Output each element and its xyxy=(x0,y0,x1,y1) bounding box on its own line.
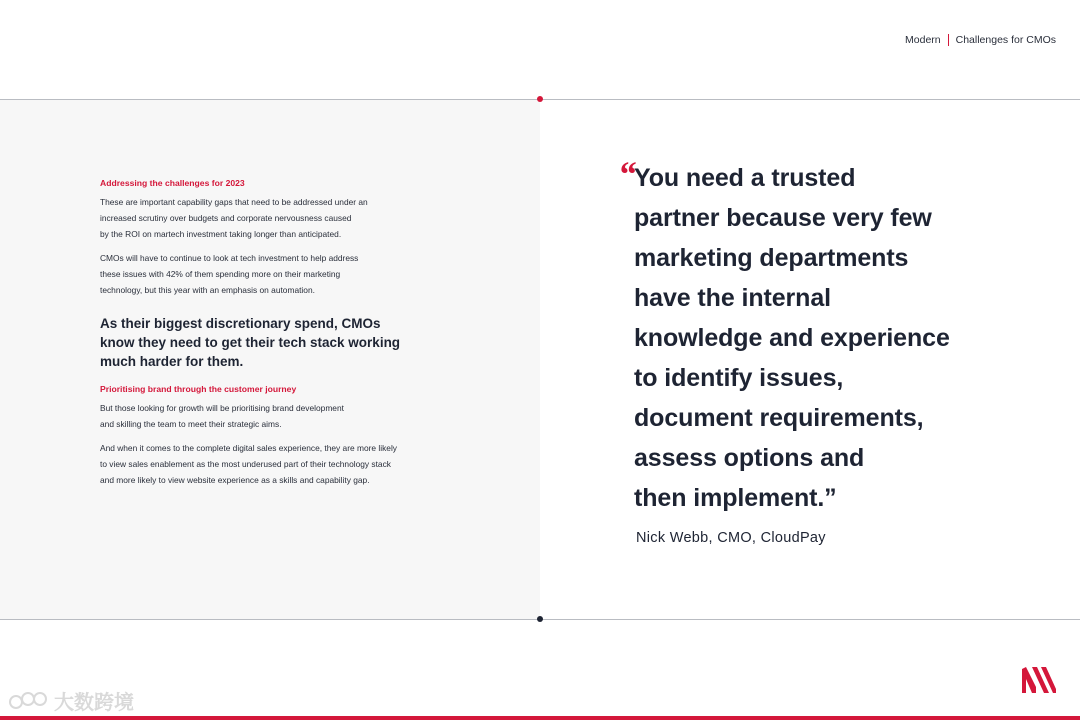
quote-line: You need a trusted xyxy=(634,164,856,192)
pull-line: know they need to get their tech stack working xyxy=(100,335,401,350)
top-divider-dot xyxy=(537,96,543,102)
text-line: These are important capability gaps that need to be addressed under an xyxy=(100,197,368,207)
pull-statement xyxy=(100,314,420,371)
quote-line: partner because very few xyxy=(634,204,932,232)
watermark xyxy=(8,686,134,715)
watermark-logo-icon xyxy=(8,690,48,712)
watermark-text: 大数跨境 xyxy=(54,692,134,714)
left-content xyxy=(100,178,445,496)
header-section: Modern xyxy=(905,34,941,46)
left-panel xyxy=(0,100,540,619)
text-line: to view sales enablement as the most underused part of their technology stack xyxy=(100,459,391,469)
text-line: CMOs will have to continue to look at tech investment to help address xyxy=(100,253,359,263)
text-line: But those looking for growth will be prioritising brand development xyxy=(100,403,344,413)
quote-line: assess options and xyxy=(634,444,865,472)
quote-line: document requirements, xyxy=(634,404,924,432)
text-line: increased scrutiny over budgets and corporate nervousness caused xyxy=(100,213,352,223)
paragraph-tech-investment xyxy=(100,250,445,298)
header-breadcrumb xyxy=(905,34,1056,46)
paragraph-capability-gaps xyxy=(100,194,445,242)
header-separator xyxy=(948,34,949,46)
quote-mark-icon: “ xyxy=(618,154,636,194)
text-line: these issues with 42% of them spending more on their marketing xyxy=(100,269,341,279)
bottom-divider-dot xyxy=(537,616,543,622)
quote-attribution: Nick Webb, CMO, CloudPay xyxy=(636,530,826,546)
section-heading-challenges: Addressing the challenges for 2023 xyxy=(100,178,245,188)
section-heading-brand: Prioritising brand through the customer journey xyxy=(100,384,297,394)
pull-line: As their biggest discretionary spend, CMOs xyxy=(100,316,381,331)
brand-logo-icon xyxy=(1022,667,1056,693)
quote-line: to identify issues, xyxy=(634,364,844,392)
text-line: technology, but this year with an emphasis on automation. xyxy=(100,285,315,295)
quote-line: marketing departments xyxy=(634,244,909,272)
bottom-accent-bar xyxy=(0,716,1080,720)
header-title: Challenges for CMOs xyxy=(955,34,1056,46)
quote-text xyxy=(634,158,994,518)
quote-line: knowledge and experience xyxy=(634,324,950,352)
text-line: And when it comes to the complete digital sales experience, they are more likely xyxy=(100,443,397,453)
text-line: and more likely to view website experience as a skills and capability gap. xyxy=(100,475,370,485)
paragraph-sales-experience xyxy=(100,440,445,488)
quote-line: then implement.” xyxy=(634,484,837,512)
quote-line: have the internal xyxy=(634,284,831,312)
paragraph-growth xyxy=(100,400,445,432)
pull-line: much harder for them. xyxy=(100,354,244,369)
text-line: by the ROI on martech investment taking longer than anticipated. xyxy=(100,229,342,239)
text-line: and skilling the team to meet their strategic aims. xyxy=(100,419,282,429)
